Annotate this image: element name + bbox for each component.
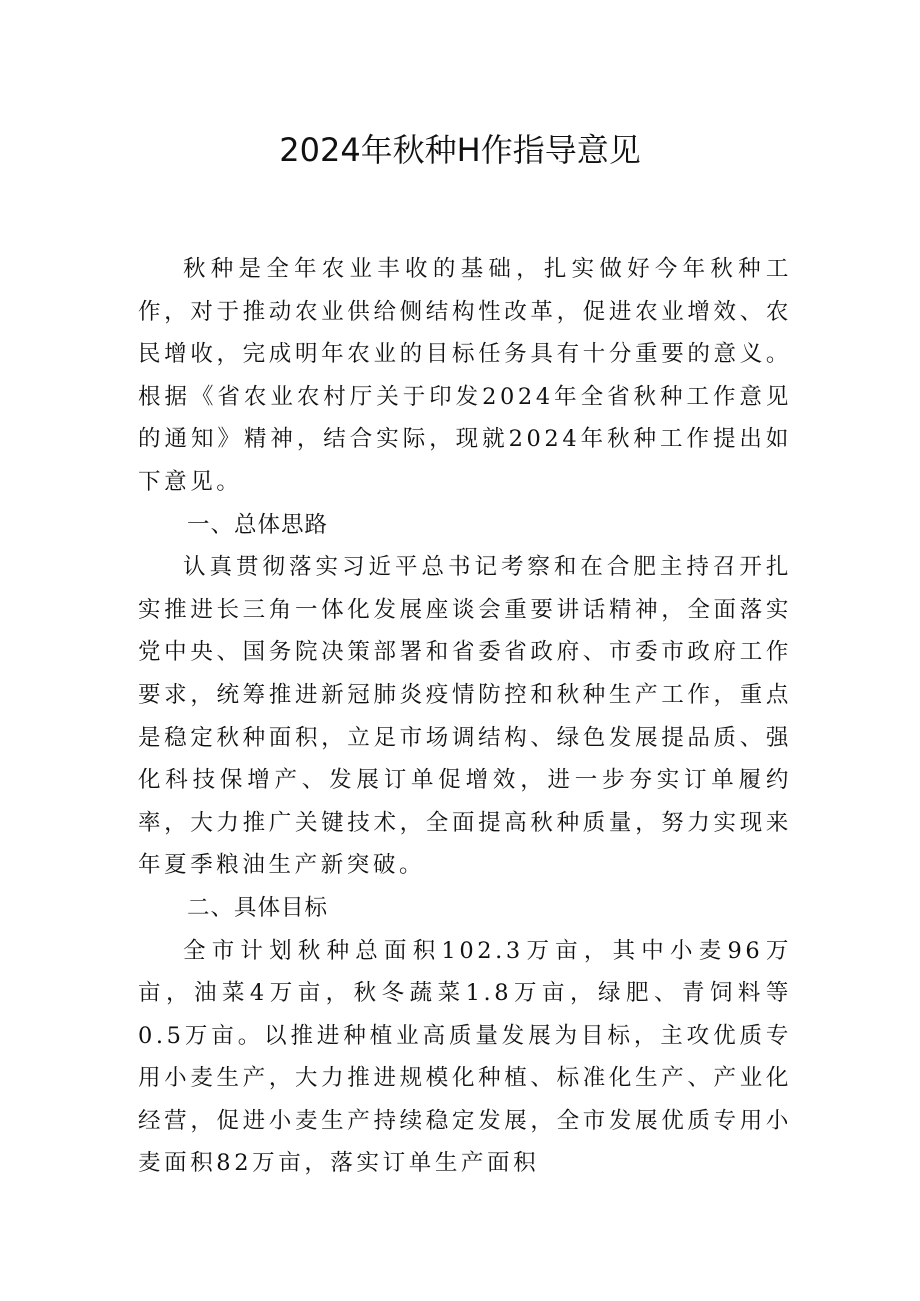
section-heading-overall-approach: 一、总体思路 (187, 511, 329, 538)
document-title: 2024年秋种H作指导意见 (279, 131, 641, 169)
section-heading-specific-goals: 二、具体目标 (187, 894, 329, 921)
specific-goals-paragraph: 全市计划秋种总面积102.3万亩，其中小麦96万亩，油菜4万亩，秋冬蔬菜1.8万亩，绿肥、青饲料等0.5万亩。以推进种植业高质量发展为目标，主攻优质专用小麦生产，大力推进规模化种植、标准化生产、产业化经营，促进小麦生产持续稳定发展，全市发展优质专用小麦面积82万亩，落实订单生产面积 (138, 937, 792, 1177)
overall-approach-paragraph: 认真贯彻落实习近平总书记考察和在合肥主持召开扎实推进长三角一体化发展座谈会重要讲话精神，全面落实党中央、国务院决策部署和省委省政府、市委市政府工作要求，统筹推进新冠肺炎疫情防控和秋种生产工作，重点是稳定秋种面积，立足市场调结构、绿色发展提品质、强化科技保增产、发展订单促增效，进一步夯实订单履约率，大力推广关键技术，全面提高秋种质量，努力实现来年夏季粮油生产新突破。 (138, 554, 792, 879)
intro-paragraph: 秋种是全年农业丰收的基础，扎实做好今年秋种工作，对于推动农业供给侧结构性改革，促进农业增效、农民增收，完成明年农业的目标任务具有十分重要的意义。根据《省农业农村厅关于印发2024年全省秋种工作意见的通知》精神，结合实际，现就2024年秋种工作提出如下意见。 (138, 256, 792, 495)
document-body (138, 248, 792, 1185)
